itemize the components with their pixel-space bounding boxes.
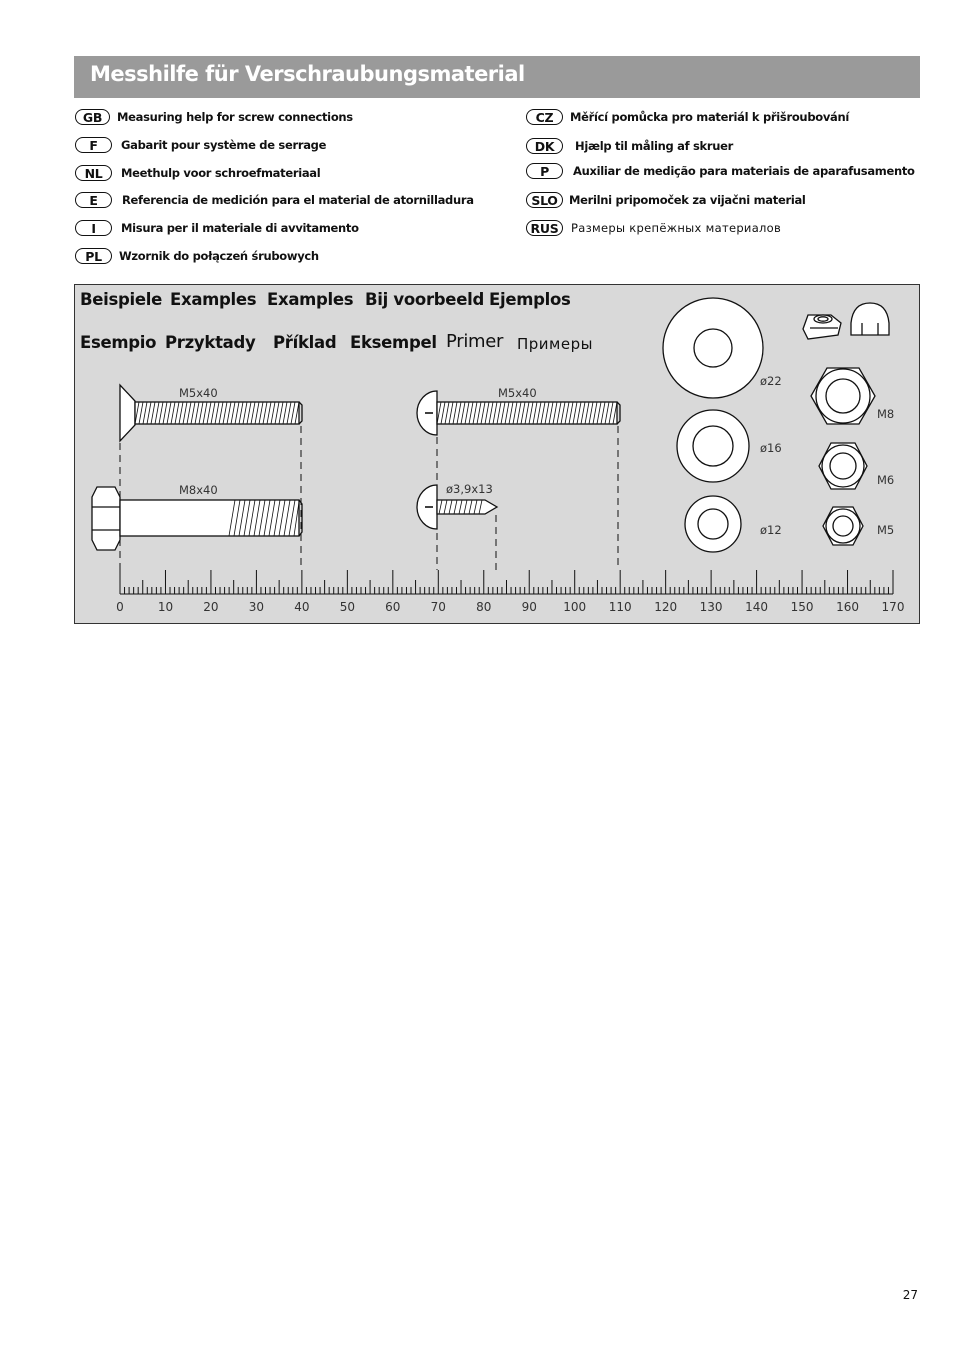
lang-badge: E <box>75 192 112 208</box>
ruler-label: 70 <box>430 600 446 614</box>
lang-text: Размеры крепёжных материалов <box>571 221 782 235</box>
ruler-label: 20 <box>203 600 219 614</box>
label-nut-m6: M6 <box>877 473 895 487</box>
lang-text: Merilni pripomoček za vijačni material <box>569 193 806 207</box>
ruler-label: 0 <box>116 600 124 614</box>
ruler-label: 90 <box>521 600 537 614</box>
label-countersunk: M5x40 <box>179 386 218 400</box>
examples-drawing <box>75 285 921 625</box>
lang-badge: GB <box>75 109 110 125</box>
ruler-label: 140 <box>745 600 769 614</box>
lang-text: Wzornik do połączeń śrubowych <box>119 249 319 263</box>
ruler-ticks <box>120 570 893 594</box>
hex-nut-m8-icon <box>811 368 875 424</box>
label-washer-16: ø16 <box>760 441 782 455</box>
washer-22-icon <box>663 298 763 398</box>
lang-row-pl <box>75 247 319 265</box>
hex-nut-m6-icon <box>819 443 867 489</box>
lang-row-i <box>75 219 359 237</box>
example-word: Esempio <box>80 333 157 352</box>
ruler-label: 100 <box>563 600 587 614</box>
lang-badge: SLO <box>526 192 563 208</box>
lang-row-dk <box>526 137 733 155</box>
ruler-label: 150 <box>790 600 814 614</box>
lang-badge: F <box>75 137 112 153</box>
ruler-label: 80 <box>476 600 492 614</box>
ruler-label: 50 <box>339 600 355 614</box>
label-nut-m8: M8 <box>877 407 895 421</box>
lang-row-rus <box>526 219 781 237</box>
label-nut-m5: M5 <box>877 523 895 537</box>
ruler-label: 60 <box>385 600 401 614</box>
ruler-label: 130 <box>699 600 723 614</box>
lang-row-p <box>526 162 915 180</box>
examples-panel <box>74 284 920 624</box>
label-hex-bolt: M8x40 <box>179 483 218 497</box>
lang-text: Auxiliar de medição para materiais de aparafusamento <box>573 164 915 178</box>
ruler-label: 30 <box>248 600 265 614</box>
label-washer-22: ø22 <box>760 374 782 388</box>
lang-badge: CZ <box>526 109 563 125</box>
lock-nut-icon <box>803 315 841 339</box>
lang-text: Hjælp til måling af skruer <box>575 139 734 153</box>
lang-text: Gabarit pour système de serrage <box>121 138 327 152</box>
ruler-label: 120 <box>654 600 678 614</box>
ruler-label: 160 <box>836 600 859 614</box>
lang-badge: RUS <box>526 220 563 236</box>
example-word: Examples <box>267 290 354 309</box>
label-tapping: ø3,9x13 <box>446 482 493 496</box>
lang-row-nl <box>75 164 320 182</box>
lang-badge: PL <box>75 248 112 264</box>
example-word: Przyktady <box>165 333 256 352</box>
ruler-label: 40 <box>294 600 310 614</box>
lang-row-slo <box>526 191 806 209</box>
example-word: Eksempel <box>350 333 437 352</box>
lang-text: Measuring help for screw connections <box>117 110 353 124</box>
label-roundhead: M5x40 <box>498 386 537 400</box>
lang-text: Měřící pomůcka pro materiál k přišroubování <box>570 110 850 124</box>
lang-text: Misura per il materiale di avvitamento <box>121 221 359 235</box>
title-bar <box>74 56 920 98</box>
lang-badge: P <box>526 163 563 179</box>
ruler-label: 10 <box>157 600 174 614</box>
example-word: Примеры <box>517 335 593 353</box>
example-word: Examples <box>170 290 257 309</box>
reference-lines <box>120 426 618 570</box>
lang-row-cz <box>526 108 849 126</box>
ruler-labels <box>116 600 904 614</box>
lang-badge: I <box>75 220 112 236</box>
lang-badge: NL <box>75 165 112 181</box>
example-word: Beispiele <box>80 290 163 309</box>
example-word: Bij voorbeeld <box>365 290 484 309</box>
washer-12-icon <box>685 496 741 552</box>
cap-nut-icon <box>851 303 889 335</box>
page-number: 27 <box>902 1288 918 1302</box>
example-word: Příklad <box>273 333 337 352</box>
example-word: Primer <box>446 331 504 352</box>
label-washer-12: ø12 <box>760 523 782 537</box>
lang-text: Meethulp voor schroefmateriaal <box>121 166 321 180</box>
lang-badge: DK <box>526 138 563 154</box>
page-title: Messhilfe für Verschraubungsmaterial <box>90 62 525 86</box>
lang-row-e <box>75 191 474 209</box>
lang-row-f <box>75 136 326 154</box>
ruler-label: 170 <box>881 600 905 614</box>
lang-text: Referencia de medición para el material de atornilladura <box>122 193 474 207</box>
washer-16-icon <box>677 410 749 482</box>
lang-row-gb <box>75 108 353 126</box>
hex-nut-m5-icon <box>823 507 863 545</box>
ruler-label: 110 <box>608 600 632 614</box>
example-word: Ejemplos <box>489 290 571 309</box>
